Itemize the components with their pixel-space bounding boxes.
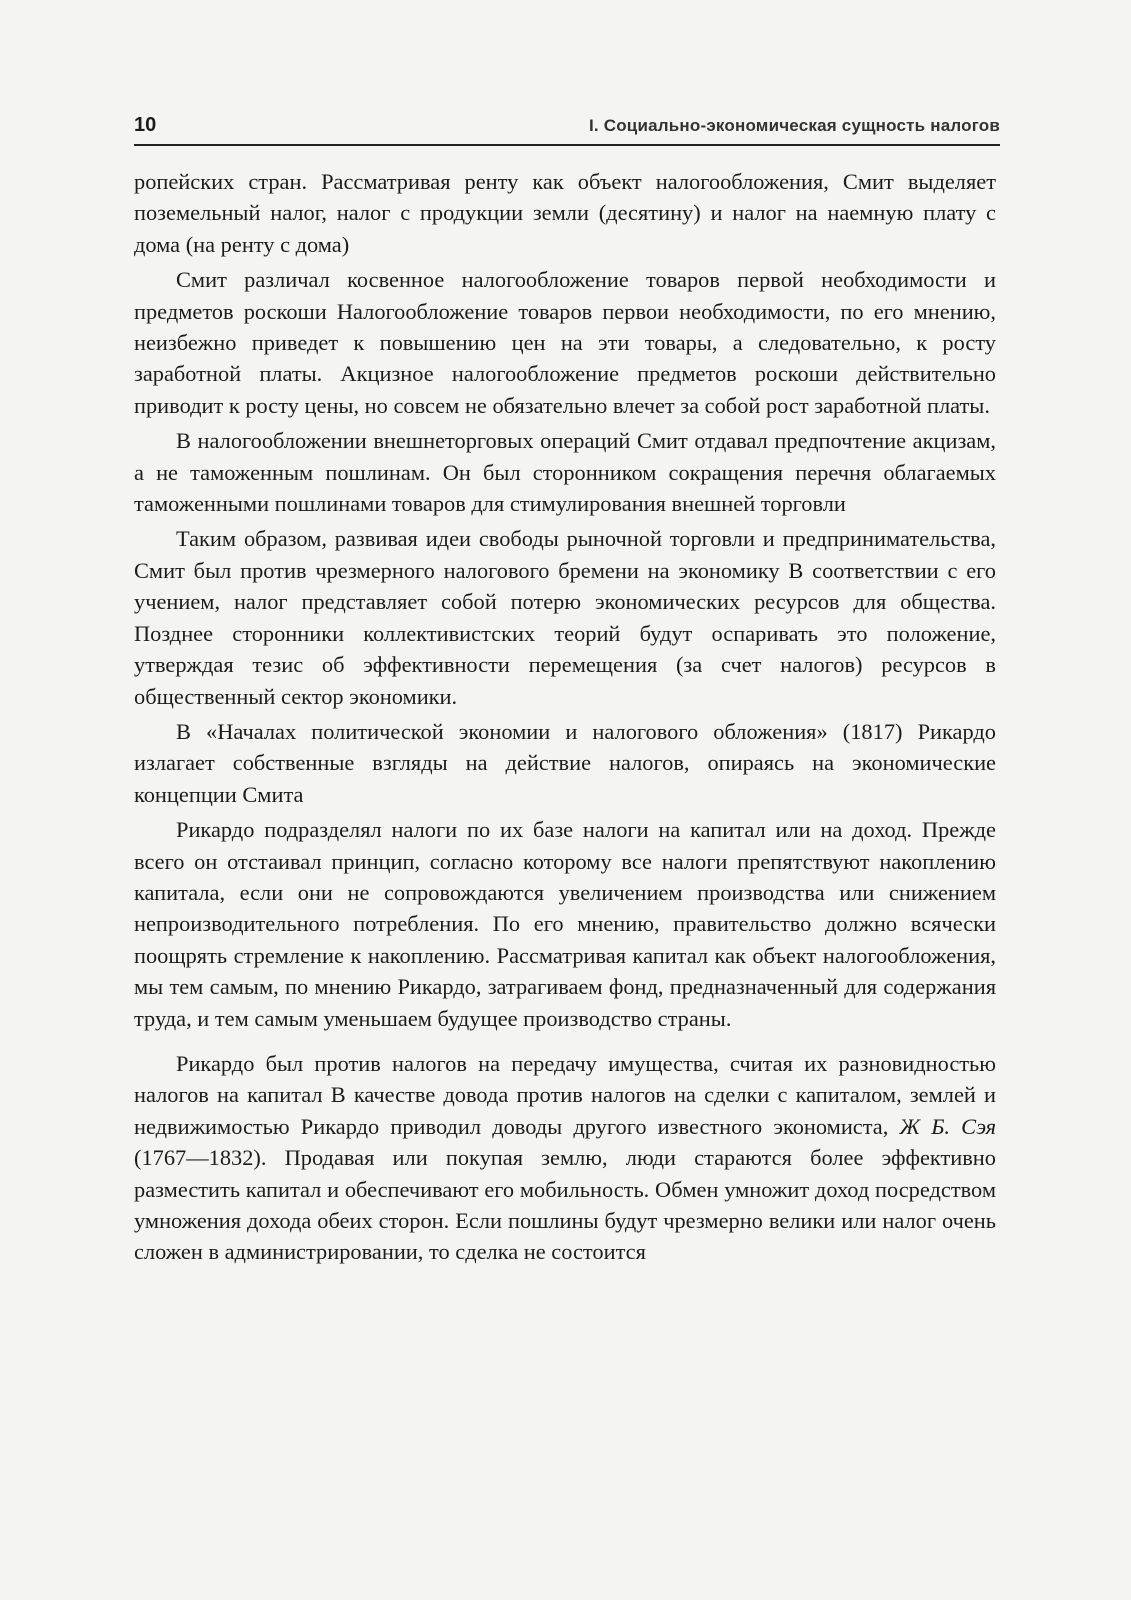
running-title: I. Социально-экономическая сущность налогов <box>588 116 1000 135</box>
body-text <box>134 166 996 1268</box>
paragraph-2: Смит различал косвенное налогообложение товаров первой необходимости и предметов роскоши Налогообложение товаров первои необходимости, по его мнению, неизбежно приведет к повышению цен на эти товары, а следовательно, к росту заработной платы. Акцизное налогообложение предметов роскоши действительно приводит к росту цены, но совсем не обязательно влечет за собой рост заработной платы. <box>134 267 996 418</box>
paragraph-3: В налогообложении внешнеторговых операций Смит отдавал предпочтение акцизам, а не таможенным пошлинам. Он был сторонником сокращения перечня облагаемых таможенными пошлинами товаров для стимулирования внешней торговли <box>134 428 996 517</box>
page-header <box>134 112 1000 146</box>
paragraph-5: В «Началах политической экономии и налогового обложения» (1817) Рикардо излагает собственные взгляды на действие налогов, опираясь на экономические концепции Смита <box>134 718 996 807</box>
author-name-italic: Ж Б. Сэя <box>899 1113 996 1139</box>
paragraph-7: Рикардо был против налогов на передачу имущества, считая их разновидностью налогов на капитал В качестве довода против налогов на сделки с капиталом, землей и недвижимостью Рикардо приводил доводы другого известного экономиста, Ж Б. Сэя (1767—1832). Продавая или покупая землю, люди стараются более эффективно разместить капитал и обеспечивают его мобильность. Обмен умножит доход посредством умножения дохода обеих сторон. Если пошлины будут чрезмерно велики или налог очень сложен в администрировании, то сделка не состоится <box>134 1050 996 1265</box>
paragraph-4: Таким образом, развивая идеи свободы рыночной торговли и предпринимательства, Смит был против чрезмерного налогового бремени на экономику В соответствии с его учением, налог представляет собой потерю экономических ресурсов для общества. Позднее сторонники коллективистских теорий будут оспаривать это положение, утверждая тезис об эффективности перемещения (за счет налогов) ресурсов в общественный сектор экономики. <box>134 526 996 709</box>
paragraph-6: Рикардо подразделял налоги по их базе налоги на капитал или на доход. Прежде всего он отстаивал принцип, согласно которому все налоги препятствуют накоплению капитала, если они не сопровождаются увеличением производства или снижением непроизводительного потребления. По его мнению, правительство должно всячески поощрять стремление к накоплению. Рассматривая капитал как объект налогообложения, мы тем самым, по мнению Рикардо, затрагиваем фонд, предназначенный для содержания труда, и тем самым уменьшаем будущее производство страны. <box>134 817 996 1031</box>
paragraph-1: ропейских стран. Рассматривая ренту как объект налогообложения, Смит выделяет поземельный налог, налог с продукции земли (десятину) и налог на наемную плату с дома (на ренту с дома) <box>134 169 996 257</box>
page-number: 10 <box>134 114 157 136</box>
